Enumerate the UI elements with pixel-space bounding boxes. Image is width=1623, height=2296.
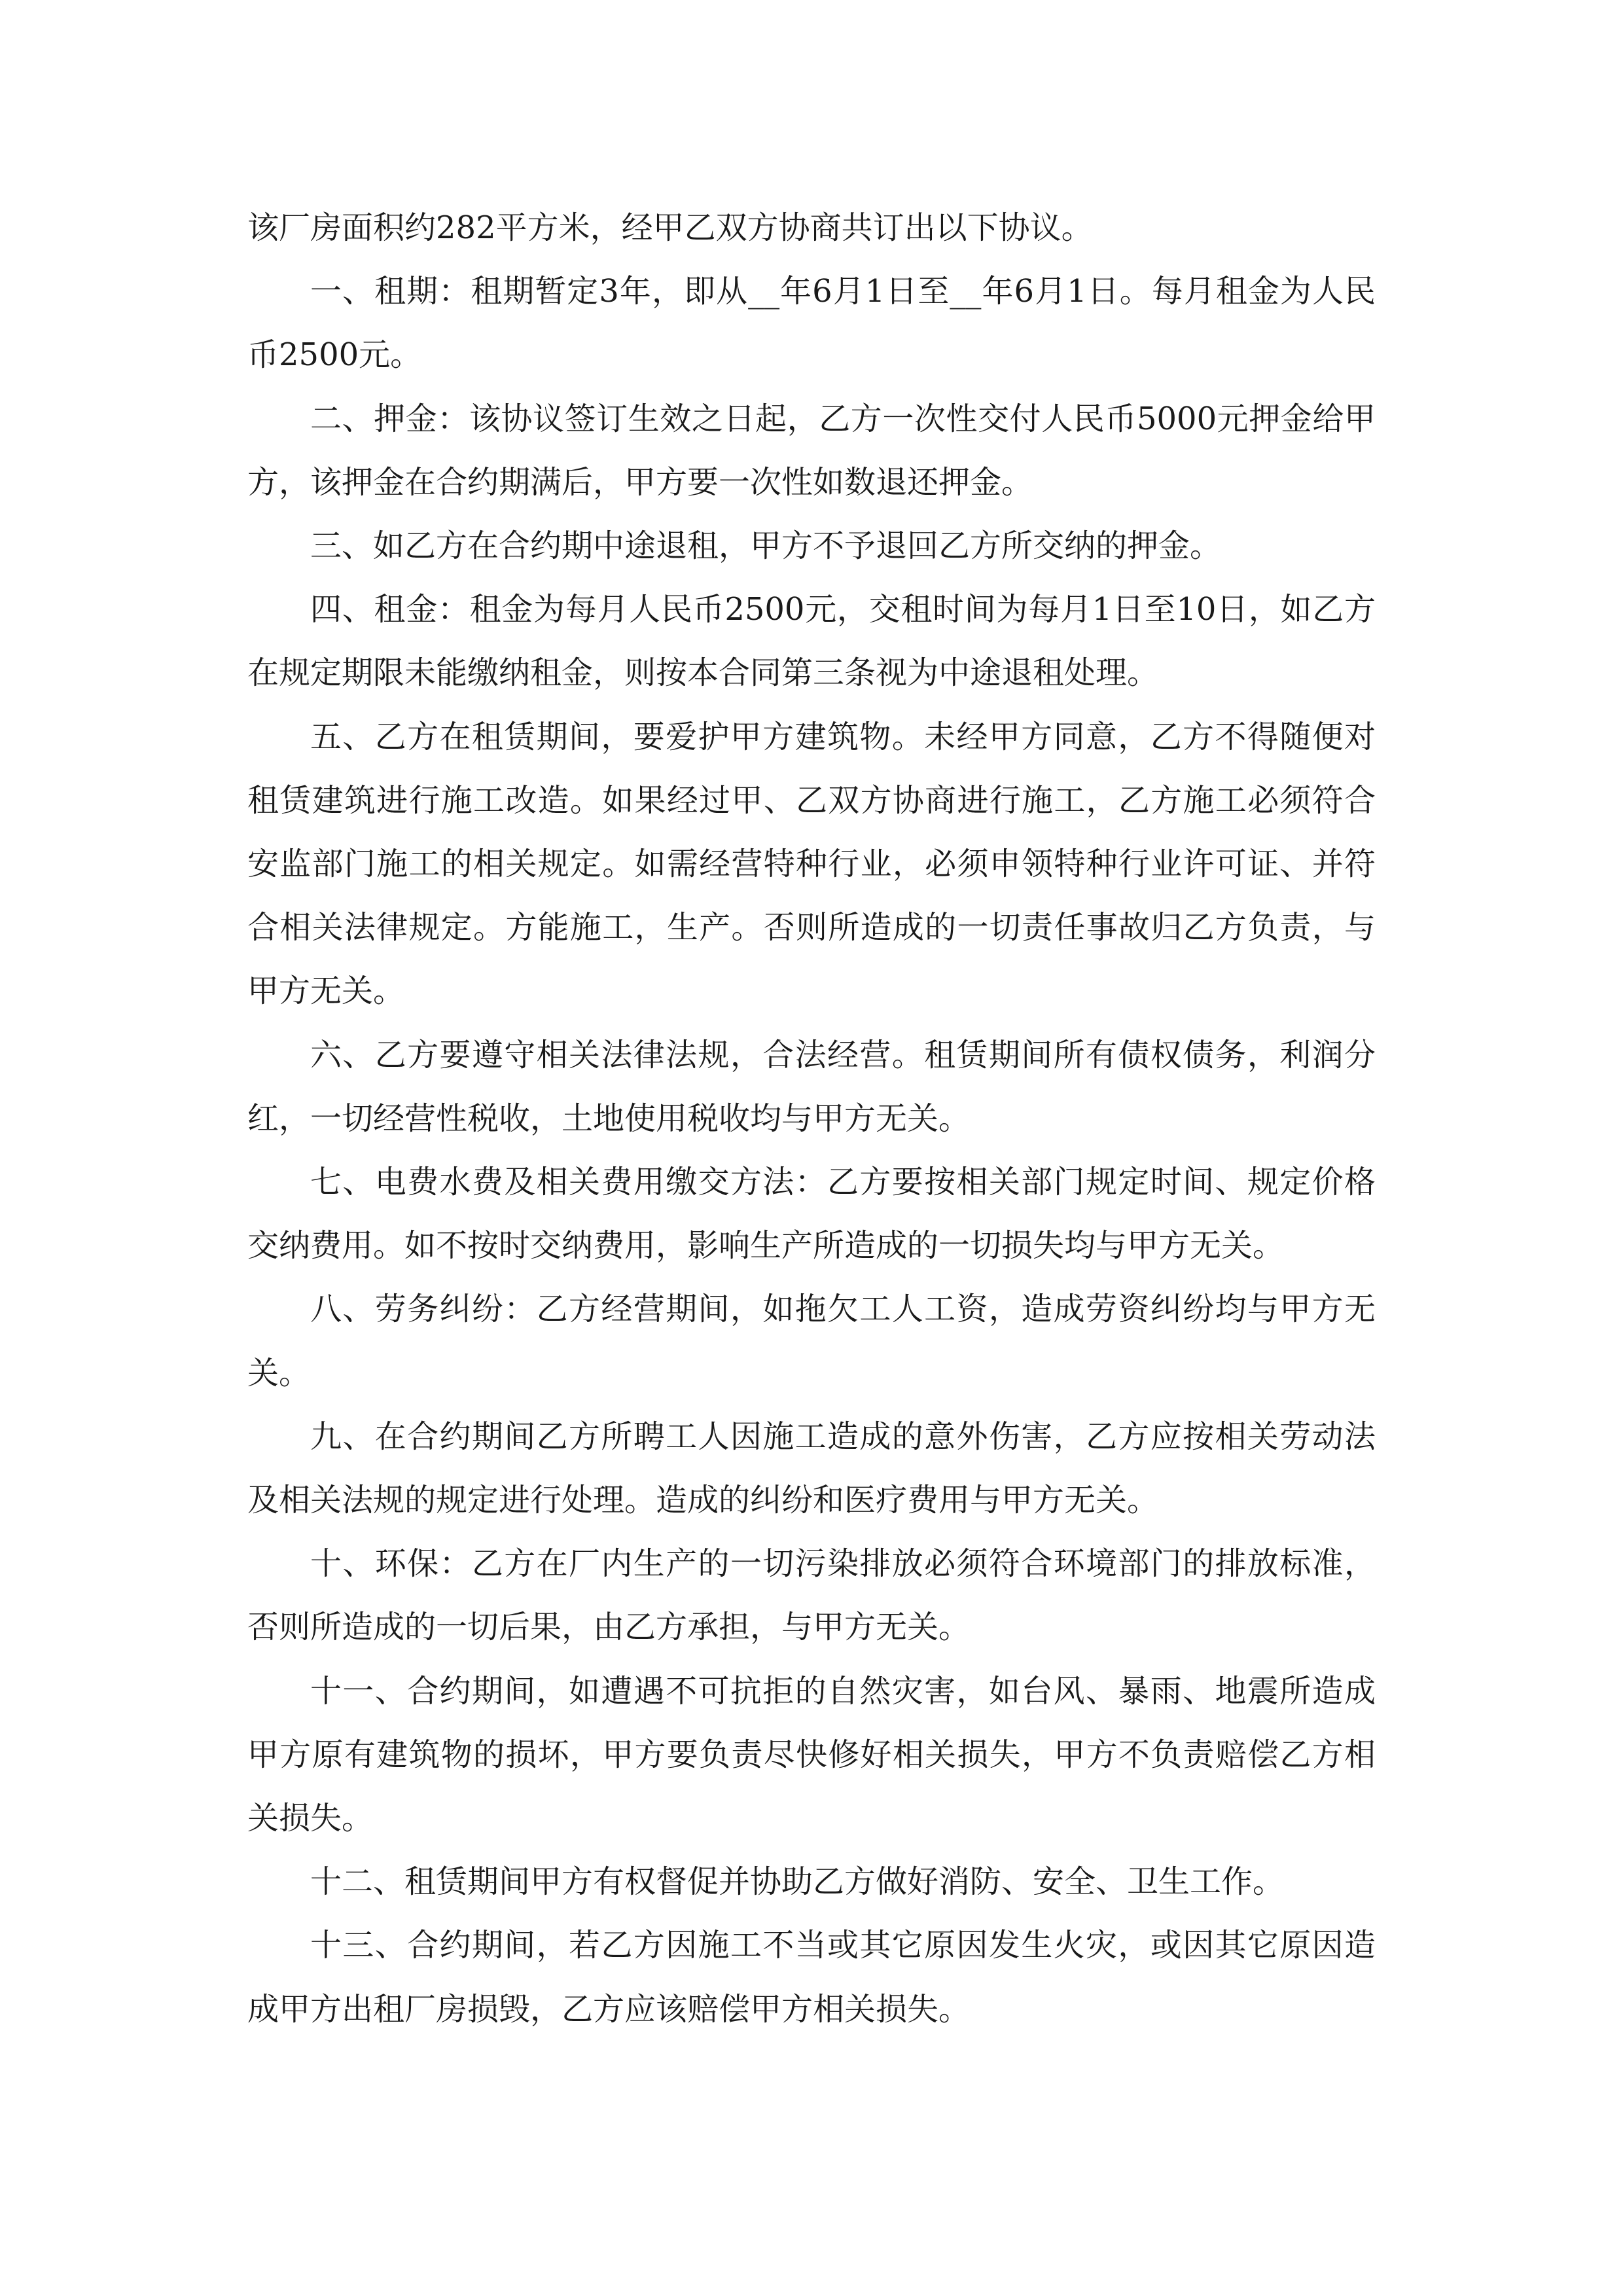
document-body — [247, 196, 1376, 2041]
paragraph-clause-9-injuries: 九、在合约期间乙方所聘工人因施工造成的意外伤害，乙方应按相关劳动法及相关法规的规定进行处理。造成的纠纷和医疗费用与甲方无关。 — [247, 1418, 1376, 1519]
paragraph-clause-8-labor-disputes: 八、劳务纠纷：乙方经营期间，如拖欠工人工资，造成劳资纠纷均与甲方无关。 — [247, 1291, 1376, 1391]
paragraph-area-intro: 该厂房面积约282平方米，经甲乙双方协商共订出以下协议。 — [247, 209, 1093, 246]
paragraph-clause-2-deposit: 二、押金：该协议签订生效之日起，乙方一次性交付人民币5000元押金给甲方，该押金在合约期满后，甲方要一次性如数退还押金。 — [247, 400, 1376, 501]
paragraph-clause-1-lease-term: 一、租期：租期暂定3年，即从__年6月1日至__年6月1日。每月租金为人民币2500元。 — [247, 273, 1376, 374]
paragraph-clause-6-compliance: 六、乙方要遵守相关法律法规，合法经营。租赁期间所有债权债务，利润分红，一切经营性税收，土地使用税收均与甲方无关。 — [247, 1036, 1376, 1137]
paragraph-clause-10-environment: 十、环保：乙方在厂内生产的一切污染排放必须符合环境部门的排放标准，否则所造成的一切后果，由乙方承担，与甲方无关。 — [247, 1545, 1376, 1646]
paragraph-clause-13-fire-damage: 十三、合约期间，若乙方因施工不当或其它原因发生火灾，或因其它原因造成甲方出租厂房损毁，乙方应该赔偿甲方相关损失。 — [247, 1927, 1376, 2028]
paragraph-clause-12-safety: 十二、租赁期间甲方有权督促并协助乙方做好消防、安全、卫生工作。 — [310, 1863, 1285, 1901]
paragraph-clause-7-utilities: 七、电费水费及相关费用缴交方法：乙方要按相关部门规定时间、规定价格交纳费用。如不按时交纳费用，影响生产所造成的一切损失均与甲方无关。 — [247, 1164, 1376, 1265]
paragraph-clause-11-natural-disasters: 十一、合约期间，如遭遇不可抗拒的自然灾害，如台风、暴雨、地震所造成甲方原有建筑物的损坏，甲方要负责尽快修好相关损失，甲方不负责赔偿乙方相关损失。 — [247, 1672, 1376, 1837]
paragraph-clause-3-early-termination: 三、如乙方在合约期中途退租，甲方不予退回乙方所交纳的押金。 — [310, 528, 1222, 565]
paragraph-clause-5-construction: 五、乙方在租赁期间，要爱护甲方建筑物。未经甲方同意，乙方不得随便对租赁建筑进行施工改造。如果经过甲、乙双方协商进行施工，乙方施工必须符合安监部门施工的相关规定。如需经营特种行业，必须申领特种行业许可证、并符合相关法律规定。方能施工，生产。否则所造成的一切责任事故归乙方负责，与甲方无关。 — [247, 718, 1376, 1010]
paragraph-clause-4-rent: 四、租金：租金为每月人民币2500元，交租时间为每月1日至10日，如乙方在规定期限未能缴纳租金，则按本合同第三条视为中途退租处理。 — [247, 591, 1376, 692]
